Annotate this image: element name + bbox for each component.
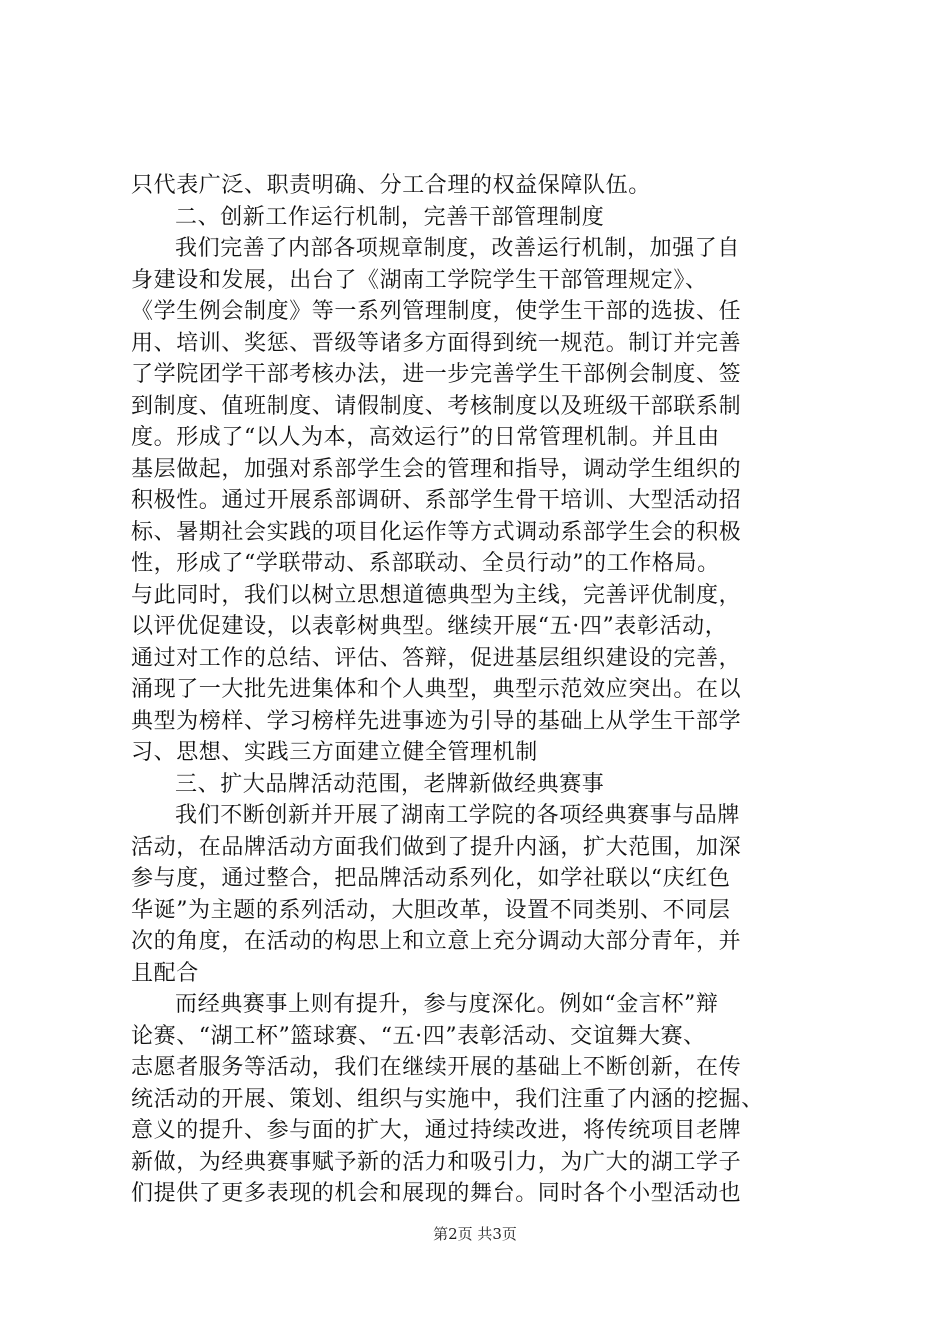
text-line: 到制度、值班制度、请假制度、考核制度以及班级干部联系制 (131, 393, 742, 419)
text-line: 次的角度，在活动的构思上和立意上充分调动大部分青年，并 (131, 929, 742, 954)
text-line: 华诞”为主题的系列活动，大胆改革，设置不同类别、不同层 (131, 897, 731, 923)
text-line: 只代表广泛、职责明确、分工合理的权益保障队伍。 (131, 173, 651, 198)
text-line: 《学生例会制度》等一系列管理制度，使学生干部的选拔、任 (131, 299, 742, 324)
text-line: 标、暑期社会实践的项目化运作等方式调动系部学生会的积极 (131, 519, 742, 545)
text-line: 新做，为经典赛事赋予新的活力和吸引力，为广大的湖工学子 (131, 1149, 742, 1175)
text-line: 积极性。通过开展系部调研、系部学生骨干培训、大型活动招 (131, 488, 742, 513)
text-line: 我们不断创新并开展了湖南工学院的各项经典赛事与品牌 (175, 803, 741, 828)
text-line: 我们完善了内部各项规章制度，改善运行机制，加强了自 (175, 236, 741, 261)
text-line: 度。形成了“以人为本，高效运行”的日常管理机制。并且由 (131, 425, 720, 450)
text-line: 参与度，通过整合，把品牌活动系列化，如学社联以“庆红色 (131, 866, 731, 891)
text-line: 涌现了一大批先进集体和个人典型，典型示范效应突出。在以 (131, 677, 742, 702)
page-footer: 第2页 共3页 (433, 1225, 517, 1243)
text-line: 基层做起，加强对系部学生会的管理和指导，调动学生组织的 (131, 456, 742, 482)
text-line: 典型为榜样、学习榜样先进事迹为引导的基础上从学生干部学 (131, 708, 742, 734)
text-line: 志愿者服务等活动，我们在继续开展的基础上不断创新，在传 (131, 1055, 742, 1080)
text-line: 三、扩大品牌活动范围，老牌新做经典赛事 (175, 771, 605, 797)
text-line: 习、思想、实践三方面建立健全管理机制 (131, 740, 538, 765)
text-line: 活动，在品牌活动方面我们做到了提升内涵，扩大范围，加深 (131, 834, 742, 860)
text-line: 们提供了更多表现的机会和展现的舞台。同时各个小型活动也 (131, 1181, 742, 1206)
text-line: 意义的提升、参与面的扩大，通过持续改进，将传统项目老牌 (131, 1118, 742, 1143)
text-line: 而经典赛事上则有提升，参与度深化。例如“金言杯”辩 (175, 992, 719, 1017)
text-line: 用、培训、奖惩、晋级等诸多方面得到统一规范。制订并完善 (131, 330, 742, 356)
text-line: 与此同时，我们以树立思想道德典型为主线，完善评优制度， (131, 582, 742, 608)
text-line: 身建设和发展，出台了《湖南工学院学生干部管理规定》、 (131, 267, 708, 293)
text-line: 且配合 (131, 960, 199, 986)
text-line: 以评优促建设，以表彰树典型。继续开展“五·四”表彰活动， (131, 614, 728, 639)
text-line: 二、创新工作运行机制，完善干部管理制度 (175, 204, 605, 230)
text-line: 论赛、“湖工杯”篮球赛、“五·四”表彰活动、交谊舞大赛、 (131, 1023, 706, 1049)
text-line: 性，形成了“学联带动、系部联动、全员行动”的工作格局。 (131, 551, 720, 576)
text-line: 统活动的开展、策划、组织与实施中，我们注重了内涵的挖掘、 (131, 1086, 764, 1112)
text-line: 了学院团学干部考核办法，进一步完善学生干部例会制度、签 (131, 362, 742, 387)
document-body (131, 170, 831, 1210)
text-line: 通过对工作的总结、评估、答辩，促进基层组织建设的完善， (131, 645, 742, 671)
